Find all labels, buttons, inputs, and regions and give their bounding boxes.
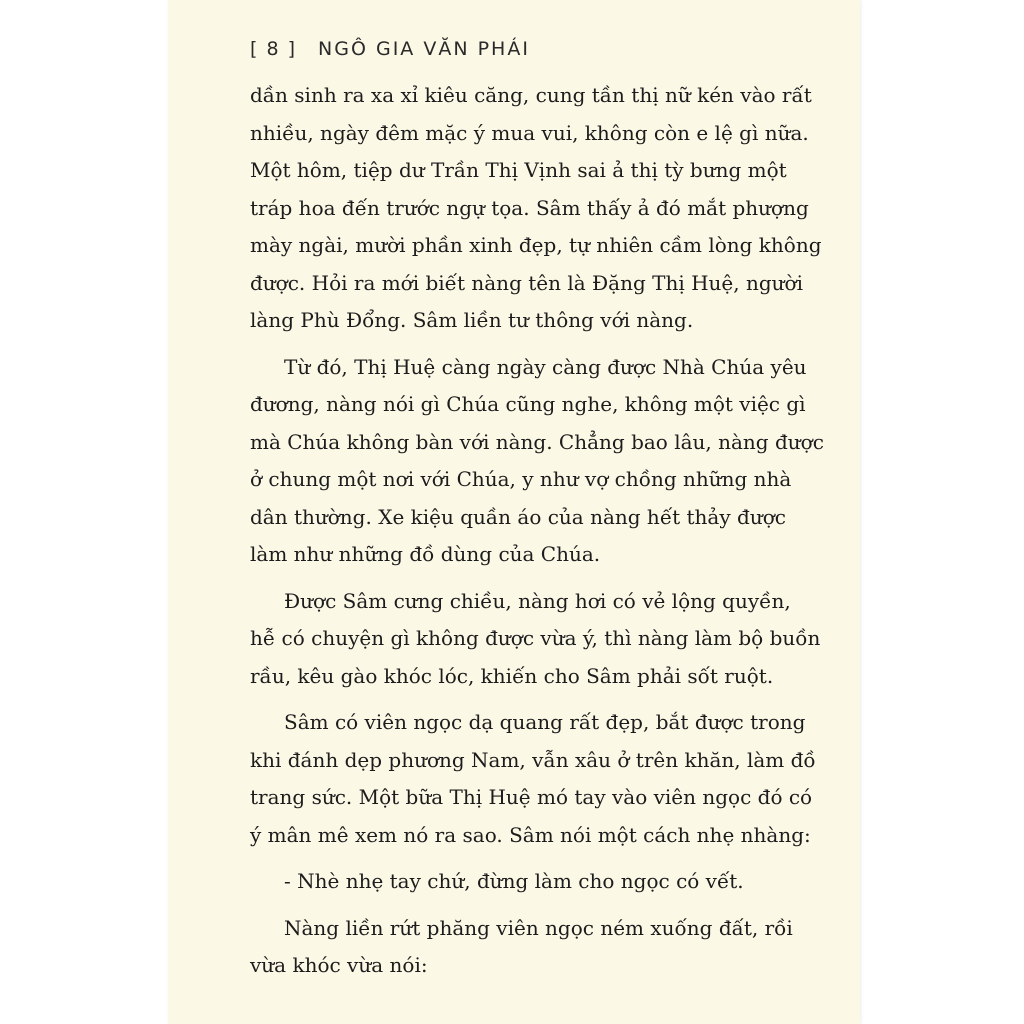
text-line: làng Phù Đổng. Sâm liền tư thông với nàng.: [250, 308, 694, 332]
text-line: mày ngài, mười phần xinh đẹp, tự nhiên cầm lòng không: [250, 233, 822, 257]
text-line: đương, nàng nói gì Chúa cũng nghe, không một việc gì: [250, 392, 806, 416]
running-title: NGÔ GIA VĂN PHÁI: [318, 38, 530, 60]
text-line: trang sức. Một bữa Thị Huệ mó tay vào viên ngọc đó có: [250, 785, 813, 809]
book-page: [168, 0, 860, 1024]
text-line: Từ đó, Thị Huệ càng ngày càng được Nhà Chúa yêu: [284, 354, 807, 379]
text-line: rầu, kêu gào khóc lóc, khiến cho Sâm phải sốt ruột.: [250, 663, 774, 688]
text-line: - Nhè nhẹ tay chứ, đừng làm cho ngọc có vết.: [284, 869, 744, 893]
paragraph: [250, 77, 822, 340]
text-line: nhiều, ngày đêm mặc ý mua vui, không còn e lệ gì nữa.: [250, 120, 809, 145]
text-line: tráp hoa đến trước ngự tọa. Sâm thấy ả đó mắt phượng: [250, 195, 809, 220]
text-line: Được Sâm cưng chiều, nàng hơi có vẻ lộng quyền,: [284, 588, 791, 613]
paragraph: [250, 910, 810, 985]
text-line: Một hôm, tiệp dư Trần Thị Vịnh sai ả thị tỳ bưng một: [250, 158, 787, 182]
text-line: ở chung một nơi với Chúa, y như vợ chồng những nhà: [250, 467, 792, 491]
paragraph: [250, 583, 821, 696]
text-line: vừa khóc vừa nói:: [250, 953, 428, 977]
page-number: [ 8 ]: [250, 38, 297, 60]
text-line: được. Hỏi ra mới biết nàng tên là Đặng Thị Huệ, người: [250, 270, 803, 295]
text-line: làm như những đồ dùng của Chúa.: [250, 542, 601, 566]
running-header: [250, 38, 530, 60]
paragraph: [250, 349, 824, 574]
text-line: Nàng liền rứt phăng viên ngọc ném xuống đất, rồi: [284, 915, 793, 940]
text-line: mà Chúa không bàn với nàng. Chẳng bao lâu, nàng được: [250, 429, 824, 454]
page-body: [250, 77, 824, 985]
text-line: khi đánh dẹp phương Nam, vẫn xâu ở trên khăn, làm đồ: [250, 747, 816, 772]
paragraph: [250, 704, 816, 854]
text-line: hễ có chuyện gì không được vừa ý, thì nàng làm bộ buồn: [250, 626, 821, 650]
paragraph: [250, 863, 810, 901]
text-line: dân thường. Xe kiệu quần áo của nàng hết thảy được: [250, 504, 786, 529]
text-line: ý mân mê xem nó ra sao. Sâm nói một cách nhẹ nhàng:: [250, 822, 811, 847]
text-line: Sâm có viên ngọc dạ quang rất đẹp, bắt được trong: [284, 710, 806, 734]
text-line: dần sinh ra xa xỉ kiêu căng, cung tần thị nữ kén vào rất: [250, 83, 812, 107]
